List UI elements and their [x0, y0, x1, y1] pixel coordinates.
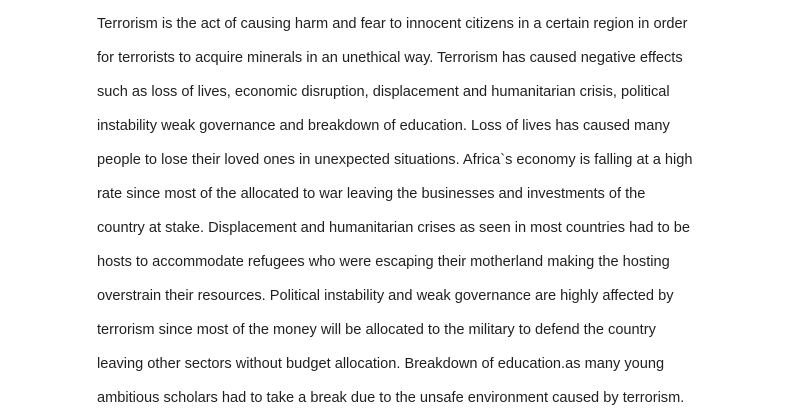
paragraph-line: people to lose their loved ones in unexpected situations. Africa`s economy is falling at a high — [97, 152, 693, 168]
paragraph-line: instability weak governance and breakdown of education. Loss of lives has caused many — [97, 118, 670, 134]
paragraph-line: hosts to accommodate refugees who were escaping their motherland making the hosting — [97, 254, 670, 270]
body-paragraph — [97, 7, 797, 415]
paragraph-line: terrorism since most of the money will be allocated to the military to defend the country — [97, 322, 656, 338]
paragraph-line: leaving other sectors without budget allocation. Breakdown of education.as many young — [97, 356, 665, 372]
paragraph-line: Terrorism is the act of causing harm and fear to innocent citizens in a certain region in order — [97, 16, 688, 32]
paragraph-line: overstrain their resources. Political instability and weak governance are highly affected by — [97, 288, 674, 304]
paragraph-line: country at stake. Displacement and humanitarian crises as seen in most countries had to be — [97, 220, 690, 236]
paragraph-line: rate since most of the allocated to war leaving the businesses and investments of the — [97, 186, 646, 202]
paragraph-line: for terrorists to acquire minerals in an unethical way. Terrorism has caused negative effects — [97, 50, 683, 66]
paragraph-line: ambitious scholars had to take a break due to the unsafe environment caused by terrorism. — [97, 390, 685, 406]
paragraph-line: such as loss of lives, economic disruption, displacement and humanitarian crisis, political — [97, 84, 670, 100]
